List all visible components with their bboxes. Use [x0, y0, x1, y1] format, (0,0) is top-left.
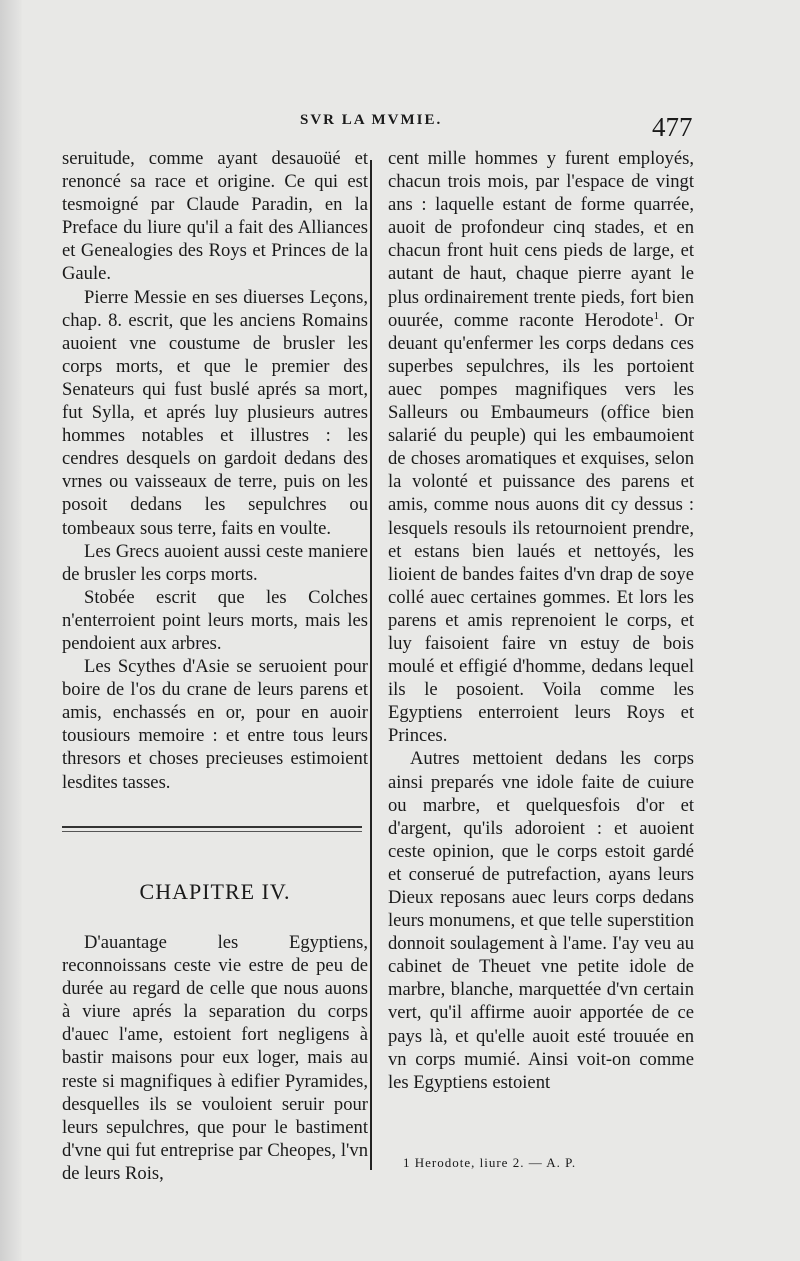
- paragraph: Les Scythes d'Asie se seruoient pour boire de l'os du crane de leurs parens et amis, enchassés en or, pour en auoir tousiours memoire : et entre tous leurs thresors et choses precieuses estimoient lesdites tasses.: [62, 656, 368, 793]
- paragraph-part: cent mille hommes y furent employés, chacun trois mois, par l'espace de vingt ans : laquelle estant de forme quarrée, auoit de profondeur cinq stades, et en chacun front huit cens pieds de large, et autant de haut, chaque pierre ayant le plus ordinairement trente pieds, fort bien ouurée, comme raconte Herodote: [388, 148, 694, 331]
- paragraph: Pierre Messie en ses diuerses Leçons, chap. 8. escrit, que les anciens Romains auoient vne coustume de brusler les corps morts, et que le premier des Senateurs qui fust buslé aprés sa mort, fut Sylla, et aprés luy plusieurs autres hommes notables et illustres : les cendres desquels on gardoit dedans des vrnes ou vaisseaux de terre, puis on les posoit dedans les sepulchres ou tombeaux sous terre, faits en voulte.: [62, 286, 368, 539]
- paragraph: seruitude, comme ayant desauoüé et renoncé sa race et origine. Ce qui est tesmoigné par Claude Paradin, en la Preface du liure qu'il a fait des Alliances et Genealogies des Roys et Princes de la Gaule.: [62, 148, 368, 285]
- column-divider: [370, 160, 372, 1170]
- page-edge-shadow: [0, 0, 22, 1261]
- left-column-top: [62, 147, 368, 794]
- right-column: [388, 147, 694, 1094]
- section-rule-thin: [62, 831, 362, 832]
- footnote: 1 Herodote, liure 2. — A. P.: [403, 1155, 577, 1170]
- left-column-bottom: [62, 931, 368, 1185]
- footnote-reference: 1: [653, 309, 660, 322]
- paragraph: Les Grecs auoient aussi ceste maniere de brusler les corps morts.: [62, 540, 368, 585]
- paragraph-part: . Or deuant qu'enfermer les corps dedans ces superbes sepulchres, ils les portoient auec pompes magnifiques vers les Salleurs ou Embaumeurs (office bien salarié du peuple) qui les embaumoient de choses aromatiques et exquises, selon la volonté et puissance des parens et amis, comme nous auons dit cy dessus : lesquels resouls ils retournoient prendre, et estans bien laués et nettoyés, les lioient de bandes faites d'vn drap de soye collé auec certaines gommes. Et lors les parens et amis reprenoient le corps, et luy faisoient faire vn estuy de bois moulé et effigié d'homme, dedans lequel ils le posoient. Voila comme les Egyptiens enterroient leurs Roys et Princes.: [388, 309, 694, 747]
- chapter-title: CHAPITRE IV.: [139, 879, 291, 904]
- paragraph: Autres mettoient dedans les corps ainsi preparés vne idole faite de cuiure ou marbre, et quelquesfois d'or et d'argent, qu'ils adoroient : et auoient ceste opinion, que le corps estoit gardé et conserué de putrefaction, ayans leurs Dieux reposans auec leurs corps dedans leurs monumens, et que telle superstition donnoit soulagement à l'ame. I'ay veu au cabinet de Theuet vne petite idole de marbre, blanche, marquettée d'vn certain vert, qu'il affirme auoir apportée de ce pays là, et qu'elle auoit esté trouuée en vn corps mumié. Ainsi voit-on comme les Egyptiens estoient: [388, 748, 694, 1093]
- page-number: 477: [652, 112, 693, 142]
- paragraph: D'auantage les Egyptiens, reconnoissans ceste vie estre de peu de durée au regard de celle que nous auons à viure aprés la separation du corps d'auec l'ame, estoient fort negligens à bastir maisons pour eux loger, mais au reste si magnifiques à edifier Pyramides, desquelles ils se vouloient seruir pour leurs sepulchres, que pour le bastiment d'vne qui fut entreprise par Cheopes, l'vn de leurs Rois,: [62, 932, 368, 1184]
- paragraph: [388, 147, 694, 747]
- running-head: SVR LA MVMIE.: [300, 112, 443, 128]
- paragraph: Stobée escrit que les Colches n'enterroient point leurs morts, mais les pendoient aux arbres.: [62, 586, 368, 654]
- section-rule: [62, 826, 362, 828]
